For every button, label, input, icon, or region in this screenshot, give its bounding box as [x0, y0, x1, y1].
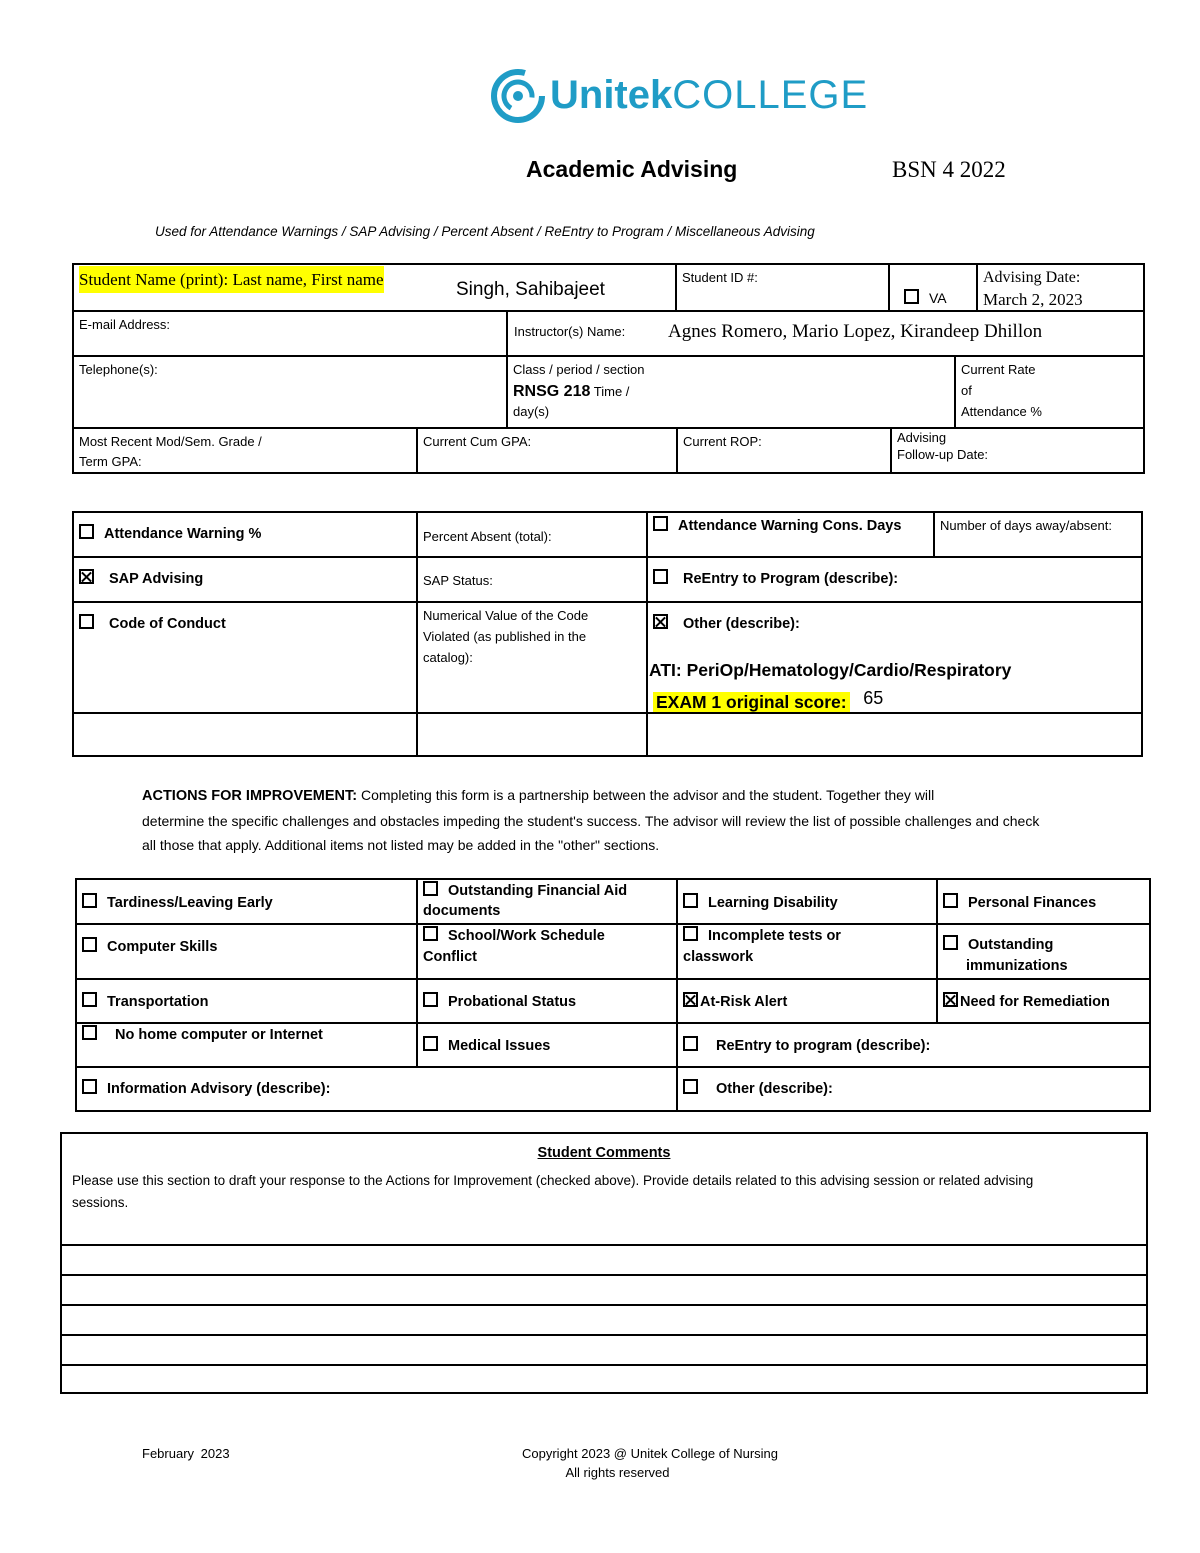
sap-status-cell[interactable]	[416, 556, 648, 603]
comments-line-2: sessions.	[72, 1195, 129, 1211]
checklist-other-cell[interactable]	[676, 1066, 1151, 1112]
at-risk-cell[interactable]	[676, 978, 938, 1024]
information-advisory-checkbox[interactable]	[82, 1079, 97, 1094]
schedule-checkbox[interactable]	[423, 926, 438, 941]
code-value-label-3: catalog):	[423, 649, 473, 665]
financial-aid-checkbox[interactable]	[423, 881, 438, 896]
immunizations-cell[interactable]	[936, 923, 1151, 980]
computer-skills-cell[interactable]	[75, 923, 418, 980]
incomplete-label-2: classwork	[683, 949, 754, 966]
va-checkbox[interactable]	[904, 289, 919, 304]
no-computer-checkbox[interactable]	[82, 1025, 97, 1040]
at-risk-label: At-Risk Alert	[700, 994, 788, 1010]
blank-cell-2[interactable]	[416, 712, 648, 757]
learning-disability-cell[interactable]	[676, 878, 938, 925]
attendance-rate-label-2: of	[961, 382, 972, 398]
personal-finances-label: Personal Finances	[968, 895, 1097, 911]
followup-label-2: Follow-up Date:	[897, 446, 989, 462]
checklist-reentry-label: ReEntry to program (describe):	[716, 1038, 931, 1054]
medical-label: Medical Issues	[448, 1038, 551, 1054]
immunizations-label-1: Outstanding	[968, 937, 1054, 953]
medical-cell[interactable]	[416, 1022, 678, 1068]
incomplete-checkbox[interactable]	[683, 926, 698, 941]
checklist-other-label: Other (describe):	[716, 1081, 833, 1097]
reentry-cell[interactable]	[646, 556, 1143, 603]
subtitle: Used for Attendance Warnings / SAP Advising / Percent Absent / ReEntry to Program / Miscellaneous Advising	[155, 224, 815, 239]
remediation-checkbox[interactable]	[943, 992, 958, 1007]
code-of-conduct-label: Code of Conduct	[109, 616, 226, 632]
remediation-cell[interactable]	[936, 978, 1151, 1024]
medical-checkbox[interactable]	[423, 1036, 438, 1051]
information-advisory-label: Information Advisory (describe):	[107, 1081, 331, 1097]
comment-line-1[interactable]	[60, 1244, 1148, 1276]
information-advisory-cell[interactable]	[75, 1066, 678, 1112]
actions-line-2: determine the specific challenges and obstacles impeding the student's success. The advisor will review the list of possible challenges and check	[142, 812, 1040, 829]
cons-days-label: Attendance Warning Cons. Days	[678, 518, 902, 534]
checklist-reentry-cell[interactable]	[676, 1022, 1151, 1068]
rop-cell[interactable]	[676, 427, 892, 474]
remediation-label: Need for Remediation	[960, 994, 1110, 1010]
sap-advising-label: SAP Advising	[109, 571, 204, 587]
immunizations-label-2: immunizations	[966, 958, 1068, 975]
no-computer-label: No home computer or Internet	[115, 1027, 323, 1043]
va-label: VA	[929, 290, 947, 306]
brand-name-bold: Unitek	[550, 73, 673, 117]
learning-disability-label: Learning Disability	[708, 895, 838, 911]
transportation-cell[interactable]	[75, 978, 418, 1024]
schedule-cell[interactable]	[416, 923, 678, 980]
class-cell[interactable]	[506, 355, 956, 429]
tardiness-cell[interactable]	[75, 878, 418, 925]
sap-advising-checkbox[interactable]	[79, 569, 94, 584]
financial-aid-cell[interactable]	[416, 878, 678, 925]
student-id-cell[interactable]	[675, 263, 890, 312]
incomplete-cell[interactable]	[676, 923, 938, 980]
time-label: Time /	[593, 384, 630, 400]
va-cell[interactable]	[888, 263, 978, 312]
code-of-conduct-cell[interactable]	[72, 601, 418, 714]
blank-cell-3[interactable]	[646, 712, 1143, 757]
student-comments-header	[60, 1132, 1148, 1246]
exam-score: 65	[863, 688, 884, 708]
sap-advising-cell[interactable]	[72, 556, 418, 603]
student-name-value: Singh, Sahibajeet	[456, 279, 605, 300]
cum-gpa-cell[interactable]	[416, 427, 678, 474]
percent-absent-label: Percent Absent (total):	[423, 529, 552, 544]
advising-date-value: March 2, 2023	[983, 289, 1083, 309]
unitek-logo-icon	[490, 68, 546, 124]
followup-label-1: Advising	[897, 430, 947, 445]
other-detail: ATI: PeriOp/Hematology/Cardio/Respiratory	[649, 660, 1012, 680]
grade-label-2: Term GPA:	[79, 453, 142, 469]
probational-checkbox[interactable]	[423, 992, 438, 1007]
grade-cell[interactable]	[72, 427, 418, 474]
telephone-cell[interactable]	[72, 355, 508, 429]
attendance-rate-cell[interactable]	[954, 355, 1145, 429]
financial-aid-label-2: documents	[423, 903, 501, 920]
transportation-label: Transportation	[107, 994, 209, 1010]
at-risk-checkbox[interactable]	[683, 992, 698, 1007]
code-value-label-2: Violated (as published in the	[423, 628, 587, 644]
tardiness-checkbox[interactable]	[82, 893, 97, 908]
days-away-label: Number of days away/absent:	[940, 518, 1112, 533]
comments-line-1: Please use this section to draft your response to the Actions for Improvement (checked above). Provide details related to this advising session or related advising	[72, 1173, 1034, 1189]
reentry-label: ReEntry to Program (describe):	[683, 571, 899, 587]
code-value-cell[interactable]	[416, 601, 648, 714]
personal-finances-cell[interactable]	[936, 878, 1151, 925]
blank-cell-1[interactable]	[72, 712, 418, 757]
code-of-conduct-checkbox[interactable]	[79, 614, 94, 629]
attendance-rate-label-1: Current Rate	[961, 362, 1036, 377]
comment-line-3[interactable]	[60, 1304, 1148, 1336]
immunizations-checkbox[interactable]	[943, 935, 958, 950]
email-cell[interactable]	[72, 310, 508, 357]
attendance-warning-label: Attendance Warning %	[104, 526, 262, 542]
percent-absent-cell[interactable]	[416, 511, 648, 558]
instructor-value: Agnes Romero, Mario Lopez, Kirandeep Dhillon	[668, 321, 1043, 342]
cohort-label: BSN 4 2022	[892, 157, 1006, 182]
student-id-label: Student ID #:	[682, 270, 758, 285]
code-value-label-1: Numerical Value of the Code	[423, 608, 589, 623]
comment-line-4[interactable]	[60, 1334, 1148, 1366]
attendance-warning-checkbox[interactable]	[79, 524, 94, 539]
rop-label: Current ROP:	[683, 434, 762, 449]
cum-gpa-label: Current Cum GPA:	[423, 434, 532, 449]
comment-line-5[interactable]	[60, 1364, 1148, 1394]
followup-date-cell[interactable]	[890, 427, 1145, 474]
sap-status-label: SAP Status:	[423, 573, 493, 588]
reentry-checkbox[interactable]	[653, 569, 668, 584]
probational-label: Probational Status	[448, 994, 577, 1010]
checklist-other-checkbox[interactable]	[683, 1079, 698, 1094]
actions-paragraph	[142, 783, 1102, 858]
class-label: Class / period / section	[513, 362, 645, 377]
actions-line-1: Completing this form is a partnership between the advisor and the student. Together they will	[360, 787, 935, 803]
comments-heading: Student Comments	[537, 1145, 671, 1161]
grade-label-1: Most Recent Mod/Sem. Grade /	[79, 434, 262, 449]
telephone-label: Telephone(s):	[79, 362, 158, 377]
student-name-cell[interactable]	[72, 263, 677, 312]
day-label: day(s)	[513, 403, 550, 419]
footer-date: February 2023	[142, 1446, 230, 1461]
other-checkbox[interactable]	[653, 614, 668, 629]
no-computer-cell[interactable]	[75, 1022, 418, 1068]
tardiness-label: Tardiness/Leaving Early	[107, 895, 273, 911]
incomplete-label-1: Incomplete tests or	[708, 928, 841, 944]
days-away-cell[interactable]	[933, 511, 1143, 558]
cons-days-checkbox[interactable]	[653, 516, 668, 531]
instructor-cell[interactable]	[506, 310, 1145, 357]
personal-finances-checkbox[interactable]	[943, 893, 958, 908]
attendance-rate-label-3: Attendance %	[961, 403, 1042, 419]
page-title: Academic Advising	[526, 156, 738, 182]
email-label: E-mail Address:	[79, 317, 171, 332]
class-value: RNSG 218	[513, 383, 591, 401]
transportation-checkbox[interactable]	[82, 992, 97, 1007]
other-label: Other (describe):	[683, 616, 800, 632]
probational-cell[interactable]	[416, 978, 678, 1024]
student-name-label: Student Name (print): Last name, First name	[79, 266, 384, 293]
checklist-reentry-checkbox[interactable]	[683, 1036, 698, 1051]
computer-skills-label: Computer Skills	[107, 939, 218, 955]
other-describe-cell[interactable]	[646, 601, 1143, 714]
learning-disability-checkbox[interactable]	[683, 893, 698, 908]
footer-copyright: Copyright 2023 @ Unitek College of Nursing	[522, 1446, 778, 1461]
instructor-label: Instructor(s) Name:	[514, 324, 626, 339]
computer-skills-checkbox[interactable]	[82, 937, 97, 952]
schedule-label-1: School/Work Schedule	[448, 928, 605, 944]
comment-line-2[interactable]	[60, 1274, 1148, 1306]
exam-label: EXAM 1 original score:	[653, 692, 850, 712]
actions-line-3: all those that apply. Additional items not listed may be added in the "other" sections.	[142, 837, 660, 853]
cons-days-cell[interactable]	[646, 511, 935, 558]
financial-aid-label-1: Outstanding Financial Aid	[448, 883, 628, 899]
brand-name-light: COLLEGE	[672, 73, 869, 117]
schedule-label-2: Conflict	[423, 949, 477, 966]
footer-rights: All rights reserved	[565, 1465, 670, 1480]
actions-heading: ACTIONS FOR IMPROVEMENT:	[142, 788, 358, 804]
advising-date-cell[interactable]	[976, 263, 1145, 312]
attendance-warning-cell[interactable]	[72, 511, 418, 558]
advising-date-label: Advising Date:	[983, 269, 1081, 286]
